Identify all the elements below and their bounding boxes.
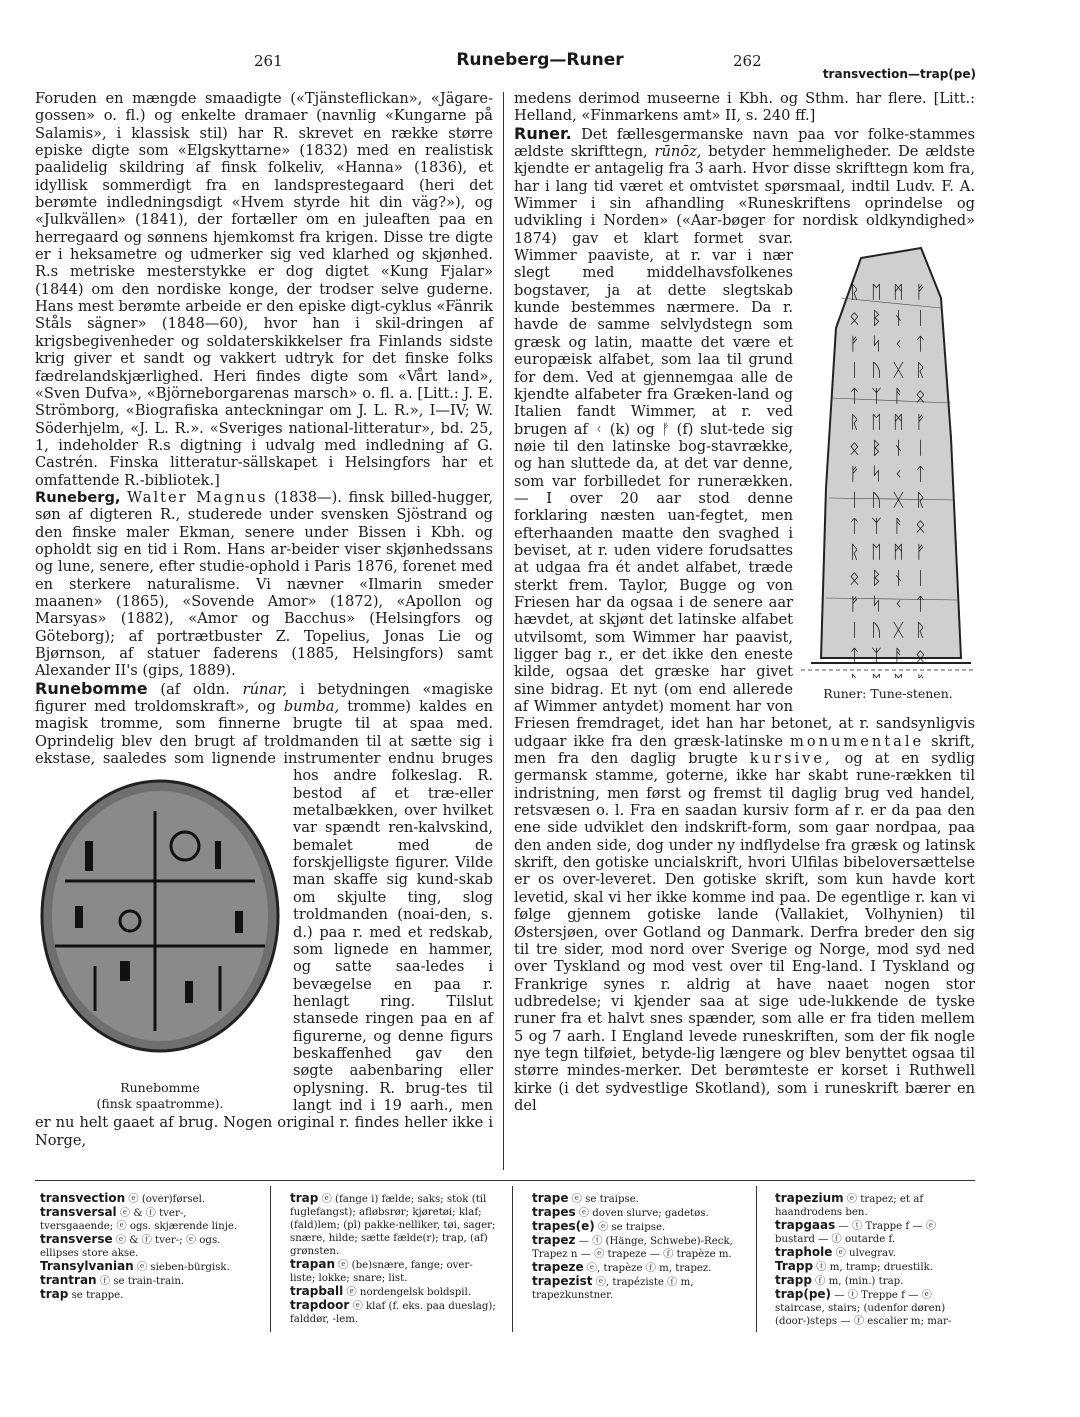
- svg-text:ᚠ: ᚠ: [849, 333, 860, 355]
- dictionary-entry: [40, 1192, 262, 1206]
- svg-text:ᛟ: ᛟ: [915, 385, 926, 407]
- footnote-rule: [35, 1180, 975, 1181]
- entry-term: trap: [290, 1191, 319, 1205]
- page-number-right: 262: [733, 52, 762, 70]
- runeberg-walter-entry: Runeberg, Walter Magnus (1838—). finsk billed-hugger, søn af digteren R., studerede under svensken Sjöstrand og den finske maler Ekman, senere under Bissen i Kbh. og opholdt sig en tid i Rom. Hans ar-beider viser skjønhedssans og lune, senere, efter studie-ophold i Paris 1876, forenet med en sterkere naturalisme. Vi nævner «Ilmarin smeder maanen» (1865), «Sovende Amor» (1872), «Apollon og Marsyas» (1882), «Amor og Bacchus» (Helsingfors og Göteborg); af portrætbuster Z. Topelius, Jonas Lie og Bjørnson, af statuer faderens (1885, Helsingfors) samt Alexander II's (gips, 1889).: [35, 488, 493, 680]
- svg-text:ᚱ: ᚱ: [849, 281, 860, 303]
- svg-text:ᚱ: ᚱ: [849, 541, 860, 563]
- runebomme-continuation: medens derimod museerne i Kbh. og Sthm. har flere. [Litt.: Helland, «Finmarkens amt» II, s. 240 ff.]: [514, 90, 975, 125]
- svg-text:ᚨ: ᚨ: [893, 385, 904, 407]
- svg-text:ᚢ: ᚢ: [871, 489, 882, 511]
- entry-term: trapes(e): [532, 1219, 595, 1233]
- svg-text:ᛉ: ᛉ: [871, 645, 882, 667]
- entry-term: trapgaas: [775, 1218, 836, 1232]
- svg-text:ᛁ: ᛁ: [849, 619, 860, 641]
- entry-term: trape: [532, 1191, 569, 1205]
- svg-text:ᛒ: ᛒ: [871, 307, 882, 329]
- dictionary-entry: [40, 1233, 262, 1260]
- entry-definition: — ⓣ Trappe f — ⓔ bustard — ⓕ outarde f.: [775, 1221, 937, 1245]
- dictionary-entry: [775, 1274, 975, 1288]
- entry-definition: ⓔ ulvegrav.: [832, 1248, 896, 1259]
- entry-definition: ⓔ doven slurve; gadetøs.: [575, 1208, 709, 1219]
- footnote-divider: [756, 1186, 757, 1332]
- dictionary-entry: [290, 1299, 498, 1326]
- guide-words: transvection—trap(pe): [822, 67, 976, 81]
- entry-term: trapball: [290, 1284, 344, 1298]
- svg-text:ᛗ: [893, 672, 904, 678]
- svg-text:ᛉ: ᛉ: [871, 515, 882, 537]
- svg-text:ᚠ: ᚠ: [915, 281, 926, 303]
- runebomme-entry: Runebomme (af oldn. rúnar, i betydningen «magiske figurer med troldomskraft», og bumba, tromme) kaldes en magisk tromme, som finnerne brugte til at spaa med. Oprindelig blev den brugt af troldmanden til at sætte sig i ekstase, saaledes som lignende instrumenter endnu bruges hos andre folkeslag. Runebomme (finsk spaatromme). R. bestod af et træ-eller metalbækken, over hvilket var spændt ren-kalvskind, bemalet med de forskjelligste figurer. Vilde man skaffe sig kund-skab om skjulte ting, slog troldmanden (noai-den, s. d.) paa r. med et redskab, som lignede en hammer, og satte saa-ledes i bevægelse en paa r. henlagt ring. Tilslut stansede ringen paa en af figurerne, og denne figurs beskaffenhed gav den søgte aabenbaring eller oplysning. R. brug-tes til langt ind i 19 aarh., men er nu helt gaaet af brug. Nogen original r. findes heller ikke i Norge,: [35, 678, 494, 1149]
- dictionary-entry: [532, 1234, 742, 1261]
- svg-text:ᛁ: ᛁ: [849, 489, 860, 511]
- footnote-divider: [270, 1186, 271, 1332]
- svg-text:ᚢ: ᚢ: [871, 359, 882, 381]
- right-column: [514, 90, 975, 1114]
- entry-term: trapes: [532, 1205, 576, 1219]
- svg-text:ᛒ: ᛒ: [871, 567, 882, 589]
- svg-text:ᛟ: ᛟ: [849, 437, 860, 459]
- svg-text:ᚲ: ᚲ: [893, 463, 904, 485]
- tune-stone-figure: [801, 238, 975, 702]
- runebomme-figure: [35, 771, 285, 1111]
- entry-definition: ⓔ & ⓕ tver-; ⓔ ogs. ellipses store akse.: [40, 1235, 221, 1259]
- dictionary-entry: [775, 1288, 975, 1328]
- entry-definition: ⓔ (over)førsel.: [125, 1194, 206, 1205]
- left-column: [35, 90, 493, 1149]
- svg-text:ᚷ: ᚷ: [893, 489, 904, 511]
- entry-term: transvection: [40, 1191, 126, 1205]
- entry-definition: ⓕ m, (min.) trap.: [811, 1276, 904, 1287]
- dictionary-entry: [290, 1258, 498, 1285]
- footnote-divider: [512, 1186, 513, 1332]
- entry-term: trap(pe): [775, 1287, 832, 1301]
- footnote-column-4: [775, 1192, 975, 1328]
- svg-text:ᚠ: [915, 672, 926, 678]
- svg-text:ᛁ: ᛁ: [915, 437, 926, 459]
- entry-term: trap: [40, 1287, 69, 1301]
- svg-text:ᚨ: ᚨ: [893, 515, 904, 537]
- entry-term: trapezist: [532, 1274, 593, 1288]
- footnote-column-1: [40, 1192, 262, 1302]
- svg-text:ᚠ: ᚠ: [849, 463, 860, 485]
- svg-text:ᛏ: ᛏ: [849, 385, 860, 407]
- svg-text:ᛁ: ᛁ: [915, 567, 926, 589]
- entry-definition: ⓔ trapez; et af haandrodens ben.: [775, 1194, 924, 1218]
- svg-text:ᛟ: ᛟ: [915, 515, 926, 537]
- svg-text:ᛟ: ᛟ: [849, 307, 860, 329]
- tune-stone-illustration: [801, 238, 975, 678]
- svg-text:ᚾ: ᚾ: [893, 437, 904, 459]
- entry-definition: ⓔ sieben-bürgisk.: [133, 1262, 230, 1273]
- entry-term: Trapp: [775, 1259, 814, 1273]
- svg-text:ᛋ: ᛋ: [871, 593, 882, 615]
- dictionary-entry: [532, 1275, 742, 1302]
- runer-entry: Runer. Det fællesgermanske navn paa vor folke-stammes ældste skrifttegn, rūnōz, betyder hemmeligheder. De ældste kjendte er antagelig fra 3 aarh. Hvor disse skrifttegn kom fra, har i lang tid været et omtvistet spørsmaal, indtil Ludv. F. A. Wimmer i sin afhandling «Runeskriftens oprindelse og udvikling i Norden» («Aar-bøger for nordisk oldkyndighed» 1874) gav et klart formet svar. ᚱ ᛟ ᚠ ᛁ ᛏ ᚱ ᛟ ᚠ ᛁ ᛏ ᚱ ᛟ ᚠ ᛁ ᛏ ᛖ ᛒ ᛋ ᚢ ᛉ ᛖ ᛒ ᛋ ᚢ ᛉ ᛖ ᛒ ᛋ ᚢ ᛉ ᛗ ᚾ ᚲ ᚷ ᚨ ᛗ ᚾ ᚲ ᚷ ᚨ ᛗ ᚾ ᚲ ᚷ ᚨ ᚠ ᛁ ᛏ ᚱ ᛟ ᚠ ᛁ ᛏ ᚱ ᛟ ᚠ ᛁ ᛏ ᚱ ᛟ Runer: Tune-stenen. Wimmer paaviste, at r. var i nær slegt med middelhavsfolkenes bogstaver, ja at dette slegtskab kunde bestemmes nærmere. Da r. havde de samme selvlydstegn som græsk og latin, maatte det være et europæisk alfabet, som laa til grund for dem. Ved at gjennemgaa alle de kjendte alfabeter fra Græken-land og Italien fandt Wimmer, at r. ved brugen af ᚲ (k) og ᚠ (f) slut-tede sig nøie til den latinske bog-stavrække, og han sluttede da, at det var denne, som var forbilledet for runerækken. — I over 20 aar stod denne forklaring næsten uan-fegtet, men efterhaanden maatte den svaghed i beviset, at r. uden videre forudsattes at udgaa fra ét andet alfabet, træde sterkt frem. Taylor, Bugge og von Friesen har da ogsaa i de senere aar hævdet, at skjønt det latinske alfabet utvilsomt, som Wimmer har paavist, ligger bag r., er det ikke den eneste kilde, ogsaa det græske har givet sine bidrag. Et nyt (om end allerede af Wimmer antydet) moment har von Friesen fremdraget, idet han har betonet, at r. sandsynligvis udgaar ikke fra den græsk-latinske monumentale skrift, men fra den daglig brugte kursive, og at en sydlig germansk stamme, goterne, ikke har skabt rune-rækken til indristning, men først og fremst til daglig brug ved handel, retsvæsen o. l. Fra en saadan kursiv form af r. er da paa den ene side udviklet den indskrift-form, som gaar nordpaa, paa den anden side, dog under ny indflydelse fra græsk og latinsk skrift, den gotiske uncialskrift, hvori Ulfilas bibeloversættelse er os over-leveret. Den gotiske skrift, som kun havde kort levetid, skal vi her ikke komme ind paa. De egentlige r. kan vi følge gjennem gotiske lande (Vallakiet, Volhynien) til Østersjøen, over Gotland og Danmark. Derfra breder den sig til tre sider, mod nord over Sverige og Norge, mod syd ned over Tyskland og mod vest over til Eng-land. I Tyskland og Frankrige synes r. aldrig at have naaet nogen stor udbredelse; vi kjender saa at sige ude-lukkende de tyske runer fra et halvt snes spænder, som alle er fra tiden mellem 5 og 7 aarh. I England levede runeskriften, som der fik nogle nye tegn tilføiet, betyde-lig længere og blev benyttet ogsaa til større mindes-merker. Det berømteste er korset i Ruthwell kirke (i det sydvestlige Skotland), som i runeskrift bærer en del: [514, 123, 975, 1114]
- svg-text:ᚷ: ᚷ: [893, 359, 904, 381]
- svg-text:ᛖ: ᛖ: [871, 281, 882, 303]
- entry-term: transversal: [40, 1205, 117, 1219]
- column-divider: [503, 92, 504, 1170]
- entry-definition: ⓔ & ⓕ tver-, tversgaaende; ⓔ ogs. skjærende linje.: [40, 1208, 238, 1232]
- entry-definition: ⓣ m, tramp; druestilk.: [813, 1262, 933, 1273]
- entry-term: transverse: [40, 1232, 113, 1246]
- dictionary-entry: [40, 1288, 262, 1302]
- entry-definition: — ⓣ Treppe f — ⓔ staircase, stairs; (udenfor døren) (door-)steps — ⓕ escalier m; mar-: [775, 1290, 952, 1327]
- svg-text:ᚲ: ᚲ: [893, 593, 904, 615]
- svg-text:ᚠ: ᚠ: [849, 593, 860, 615]
- dictionary-entry: [532, 1220, 742, 1234]
- runeberg-works-paragraph: Foruden en mængde smaadigte («Tjänsteflickan», «Jägare-gossen» o. fl.) og enkelte dramaer (navnlig «Kungarne på Salamis», i klassisk stil) har R. skrevet en række større episke digte som «Elgskyttarne» (1832) med en realistisk paalidelig skildring af finsk folkeliv, «Hanna» (1836), et idyllisk sommerdigt fra en landsprestegaard (heri det berømte indledningsdigt «Hvem styrde hit din väg?»), og «Julkvällen» (1841), der fortæller om en juleaften paa en herregaard og sønnens hjemkomst fra krigen. Disse tre digte er i heksametre og udmerker sig ved klarhed og skjønhed. R.s metriske mesterstykke er dog digtet «Kung Fjalar» (1844) om den nordiske konge, der trodser selve guderne. Hans mest berømte arbeide er den episke digt-cyklus «Fänrik Ståls sägner» (1848—60), hvor han i skil-dringen af krigsbegivenheder og soldaterskikkelser fra Finlands sidste krig giver et sandt og vakkert udtryk for det finske folks fædrelandskjærlighed. Heri findes digte som «Vårt land», «Sven Dufva», «Björneborgarenas marsch» o. fl. a. [Litt.: J. E. Strömborg, «Biografiska anteckningar om J. L. R.», I—IV; W. Söderhjelm, «J. L. R.». «Sveriges national-litteratur», bd. 25, 1, indeholder R.s digtning i udvalg med indledning af G. Castrén. Finska litteratur-sällskapet i Helsingfors har et omfattende R.-bibliotek.]: [35, 90, 493, 489]
- page-number-left: 261: [254, 52, 283, 70]
- entry-term: trapeze: [532, 1260, 584, 1274]
- svg-text:ᛏ: ᛏ: [915, 333, 926, 355]
- dictionary-entry: [775, 1246, 975, 1260]
- dictionary-entry: [532, 1261, 742, 1275]
- svg-text:ᛁ: ᛁ: [915, 307, 926, 329]
- svg-text:ᛉ: ᛉ: [871, 385, 882, 407]
- svg-text:ᛗ: ᛗ: [893, 541, 904, 563]
- dictionary-entry: [775, 1219, 975, 1246]
- svg-text:ᚱ: ᚱ: [915, 619, 926, 641]
- svg-text:ᛏ: ᛏ: [915, 463, 926, 485]
- dictionary-entry: [40, 1206, 262, 1233]
- svg-text:ᛟ: ᛟ: [849, 567, 860, 589]
- entry-definition: ⓕ se train-train.: [96, 1276, 185, 1287]
- svg-text:ᚱ: ᚱ: [915, 489, 926, 511]
- runebomme-caption-1: Runebomme: [120, 1079, 200, 1095]
- svg-text:ᚨ: ᚨ: [893, 645, 904, 667]
- svg-text:ᚢ: ᚢ: [871, 619, 882, 641]
- entry-term: trantran: [40, 1273, 97, 1287]
- entry-definition: ⓔ se traipse.: [568, 1194, 639, 1205]
- svg-text:ᛏ: ᛏ: [849, 515, 860, 537]
- dictionary-entry: [40, 1260, 262, 1274]
- dictionary-entry: [532, 1206, 742, 1220]
- entry-definition: ⓔ (fange i) fælde; saks; stok (til fuglefangst); afløbsrør; kjøretøi; klaf; (fald)lem; (pl) pakke-nelliker, tøi, sager; snære, hilde; sætte fælde(r); trap, (af) grønsten.: [290, 1194, 496, 1257]
- entry-definition: se trappe.: [68, 1290, 124, 1301]
- dictionary-entry: [290, 1192, 498, 1258]
- entry-term: trapdoor: [290, 1298, 350, 1312]
- svg-text:ᚠ: ᚠ: [915, 411, 926, 433]
- svg-text:ᚱ: [849, 672, 860, 678]
- svg-text:ᛖ: [871, 672, 882, 678]
- svg-text:ᛖ: ᛖ: [871, 411, 882, 433]
- entry-term: traphole: [775, 1245, 833, 1259]
- svg-text:ᚷ: ᚷ: [893, 619, 904, 641]
- svg-text:ᛁ: ᛁ: [849, 359, 860, 381]
- svg-text:ᛖ: ᛖ: [871, 541, 882, 563]
- dictionary-entry: [290, 1285, 498, 1299]
- entry-definition: ⓔ, trapéziste ⓕ m, trapezkunstner.: [532, 1277, 694, 1301]
- svg-text:ᛏ: ᛏ: [849, 645, 860, 667]
- dictionary-entry: [775, 1260, 975, 1274]
- svg-text:ᚲ: ᚲ: [893, 333, 904, 355]
- entry-term: trapez: [532, 1233, 576, 1247]
- footnote-column-3: [532, 1192, 742, 1302]
- svg-text:ᛏ: ᛏ: [915, 593, 926, 615]
- svg-text:ᚱ: ᚱ: [849, 411, 860, 433]
- svg-text:ᚾ: ᚾ: [893, 307, 904, 329]
- runebomme-caption-2: (finsk spaatromme).: [96, 1095, 224, 1111]
- entry-term: trapezium: [775, 1191, 844, 1205]
- svg-text:ᛋ: ᛋ: [871, 333, 882, 355]
- dictionary-entry: [40, 1274, 262, 1288]
- entry-definition: — ⓣ (Hänge, Schwebe)-Reck, Trapez n — ⓔ trapeze — ⓕ trapèze m.: [532, 1236, 733, 1260]
- svg-text:ᛗ: ᛗ: [893, 281, 904, 303]
- svg-text:ᛗ: ᛗ: [893, 411, 904, 433]
- dictionary-entry: [532, 1192, 742, 1206]
- tune-stone-caption: Runer: Tune-stenen.: [823, 686, 953, 702]
- svg-text:ᛒ: ᛒ: [871, 437, 882, 459]
- svg-text:ᛟ: ᛟ: [915, 645, 926, 667]
- drum-illustration: [35, 771, 285, 1071]
- svg-text:ᚠ: ᚠ: [915, 541, 926, 563]
- entry-definition: ⓔ nordengelsk boldspil.: [343, 1287, 471, 1298]
- page-title: Runeberg—Runer: [456, 50, 624, 70]
- entry-term: trapan: [290, 1257, 335, 1271]
- entry-term: Transylvanian: [40, 1259, 134, 1273]
- svg-text:ᚾ: ᚾ: [893, 567, 904, 589]
- entry-definition: ⓔ se traipse.: [594, 1222, 666, 1233]
- entry-definition: ⓔ, trapèze ⓕ m, trapez.: [583, 1263, 712, 1274]
- entry-definition: ⓔ klaf (f. eks. paa dueslag); falddør, -lem.: [290, 1301, 496, 1325]
- svg-text:ᛋ: ᛋ: [871, 463, 882, 485]
- dictionary-entry: [775, 1192, 975, 1219]
- svg-text:ᚱ: ᚱ: [915, 359, 926, 381]
- entry-definition: ⓔ (be)snære, fange; over-liste; lokke; snare; list.: [290, 1260, 473, 1284]
- footnote-column-2: [290, 1192, 498, 1326]
- entry-term: trapp: [775, 1273, 812, 1287]
